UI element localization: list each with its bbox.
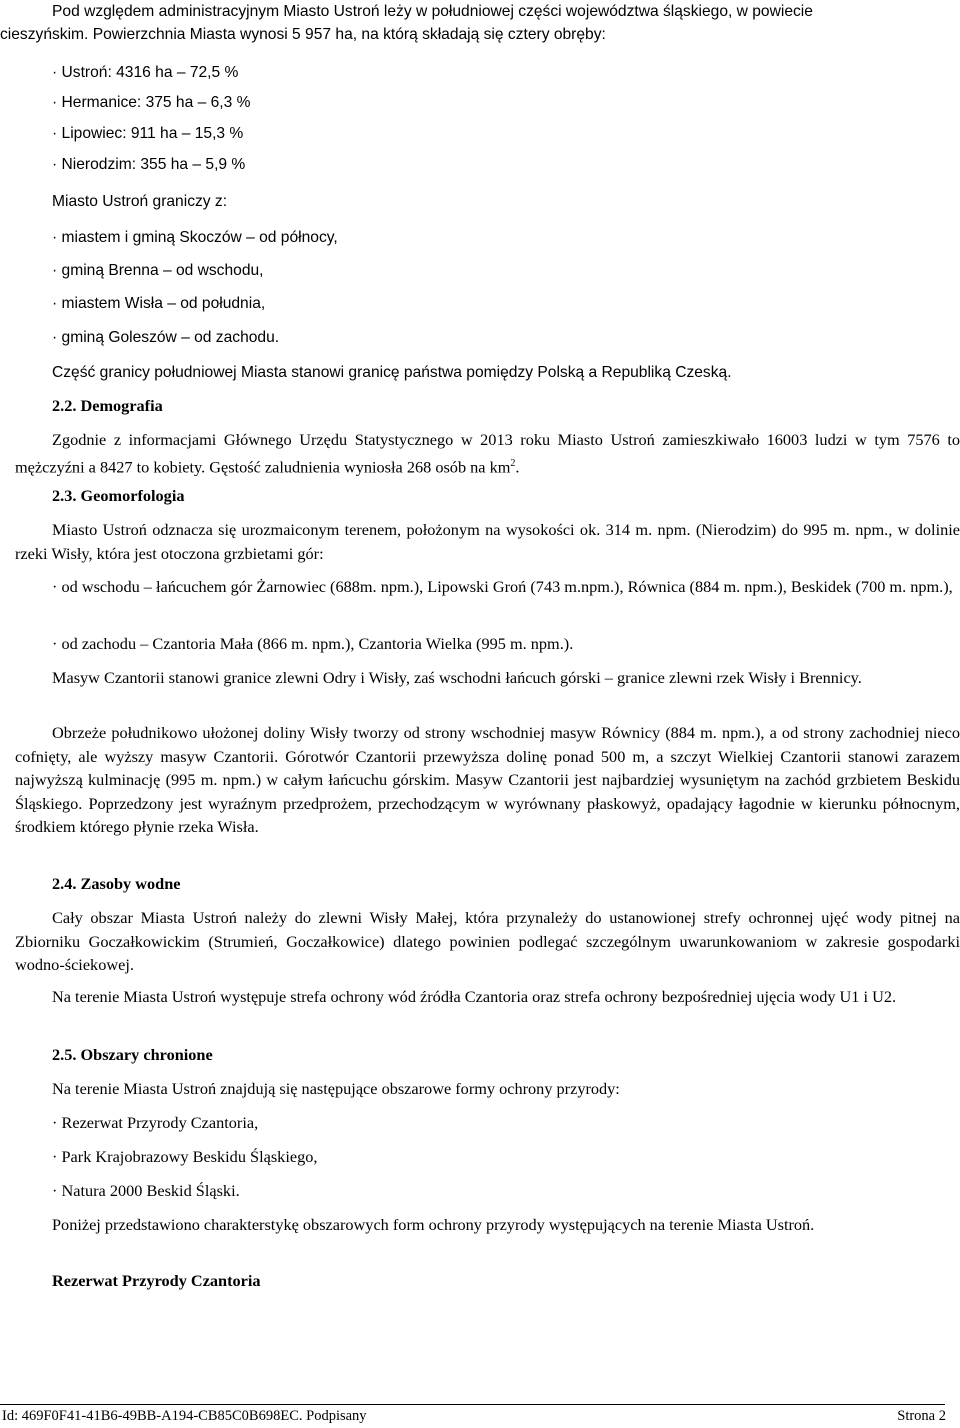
obreb-item: · Ustroń: 4316 ha – 72,5 %: [52, 64, 239, 81]
section-heading-demografia: 2.2. Demografia: [52, 396, 163, 415]
intro-line-1: Pod względem administracyjnym Miasto Ustroń leży w południowej części województwa śląskiego, w powiecie: [52, 3, 813, 20]
border-item: · gminą Brenna – od wschodu,: [52, 262, 264, 279]
superscript: 2: [510, 457, 516, 469]
demografia-text: Zgodnie z informacjami Głównego Urzędu Statystycznego w 2013 roku Miasto Ustroń zamieszkiwało 16003 ludzi w tym 7576 to mężczyźni a 8427 to kobiety. Gęstość zaludnienia wyniosła 268 osób na km: [15, 430, 960, 477]
obreb-item: · Nierodzim: 355 ha – 5,9 %: [52, 156, 246, 173]
subheading-rezerwat: Rezerwat Przyrody Czantoria: [52, 1271, 261, 1290]
footer-divider: [0, 1404, 945, 1405]
intro-line-2: [0, 23, 960, 47]
section-heading-geomorfologia: 2.3. Geomorfologia: [52, 486, 185, 505]
section-heading-zasoby-wodne: 2.4. Zasoby wodne: [52, 874, 181, 893]
zasoby-paragraph-2: Na terenie Miasta Ustroń występuje strefa ochrony wód źródła Czantoria oraz strefa ochrony bezpośredniej ujęcia wody U1 i U2.: [52, 987, 897, 1006]
obreb-item: · Lipowiec: 911 ha – 15,3 %: [52, 125, 244, 142]
border-item: · miastem Wisła – od południa,: [52, 295, 266, 312]
intro-line-2-start: cieszyńskim.: [0, 26, 89, 43]
geomorfologia-bullet-1: · od wschodu – łańcuchem gór Żarnowiec (688m. npm.), Lipowski Groń (743 m.npm.), Równica (884 m. npm.), Beskidek (700 m. npm.),: [52, 577, 953, 596]
border-item: · gminą Goleszów – od zachodu.: [52, 329, 280, 346]
geomorfologia-paragraph-2: Masyw Czantorii stanowi granice zlewni Odry i Wisły, zaś wschodni łańcuch górski – granice zlewni rzek Wisły i Brennicy.: [52, 668, 862, 687]
page-number: Strona 2: [897, 1408, 946, 1424]
border-note: Część granicy południowej Miasta stanowi granicę państwa pomiędzy Polską a Republiką Czeską.: [52, 364, 732, 381]
geomorfologia-bullet-2: · od zachodu – Czantoria Mała (866 m. npm.), Czantoria Wielka (995 m. npm.).: [52, 634, 574, 653]
chronione-intro: Na terenie Miasta Ustroń znajdują się następujące obszarowe formy ochrony przyrody:: [52, 1079, 620, 1098]
border-item: · miastem i gminą Skoczów – od północy,: [52, 229, 338, 246]
chronione-item: · Natura 2000 Beskid Śląski.: [52, 1181, 240, 1200]
chronione-item: · Park Krajobrazowy Beskidu Śląskiego,: [52, 1147, 318, 1166]
demografia-text-end: .: [515, 457, 520, 477]
demografia-paragraph: [15, 428, 960, 479]
chronione-item: · Rezerwat Przyrody Czantoria,: [52, 1113, 259, 1132]
document-id: Id: 469F0F41-41B6-49BB-A194-CB85C0B698EC. Podpisany: [2, 1408, 367, 1424]
section-heading-obszary-chronione: 2.5. Obszary chronione: [52, 1045, 213, 1064]
page-footer: [2, 1408, 946, 1425]
intro-line-2-rest: Powierzchnia Miasta wynosi 5 957 ha, na którą składają się cztery obręby:: [88, 26, 606, 43]
geomorfologia-paragraph-1: Miasto Ustroń odznacza się urozmaiconym terenem, położonym na wysokości ok. 314 m. npm. (Nierodzim) do 995 m. npm., w dolinie rzeki Wisły, która jest otoczona grzbietami gór:: [15, 520, 960, 563]
geomorfologia-paragraph-3: Obrzeże południkowo ułożonej doliny Wisły tworzy od strony wschodniej masyw Równicy (884 m. npm.), a od strony zachodniej nieco cofnięty, ale wyższy masyw Czantorii. Górotwór Czantorii przewyższa dolinę ponad 500 m, a szczyt Wielkiej Czantorii stanowi zarazem najwyższą kulminację (995 m. npm.) w całym łańcuchu górskim. Masyw Czantorii jest najbardziej wysuniętym na zachód grzbietem Beskidu Śląskiego. Poprzedzony jest wyraźnym przedprożem, przechodzącym w wyrównany płaskowyż, opadający łagodnie w kierunku północnym, środkiem którego płynie rzeka Wisła.: [15, 723, 960, 837]
obreb-item: · Hermanice: 375 ha – 6,3 %: [52, 94, 251, 111]
chronione-paragraph: Poniżej przedstawiono charakterstykę obszarowych form ochrony przyrody występujących na terenie Miasta Ustroń.: [52, 1215, 815, 1234]
borders-intro: Miasto Ustroń graniczy z:: [52, 193, 228, 210]
zasoby-paragraph-1: Cały obszar Miasta Ustroń należy do zlewni Wisły Małej, która przynależy do ustanowionej strefy ochronnej ujęć wody pitnej na Zbiorniku Goczałkowickim (Strumień, Goczałkowice) dlatego powinien podlegać szczególnym uwarunkowaniom w zakresie gospodarki wodno-ściekowej.: [15, 908, 960, 975]
